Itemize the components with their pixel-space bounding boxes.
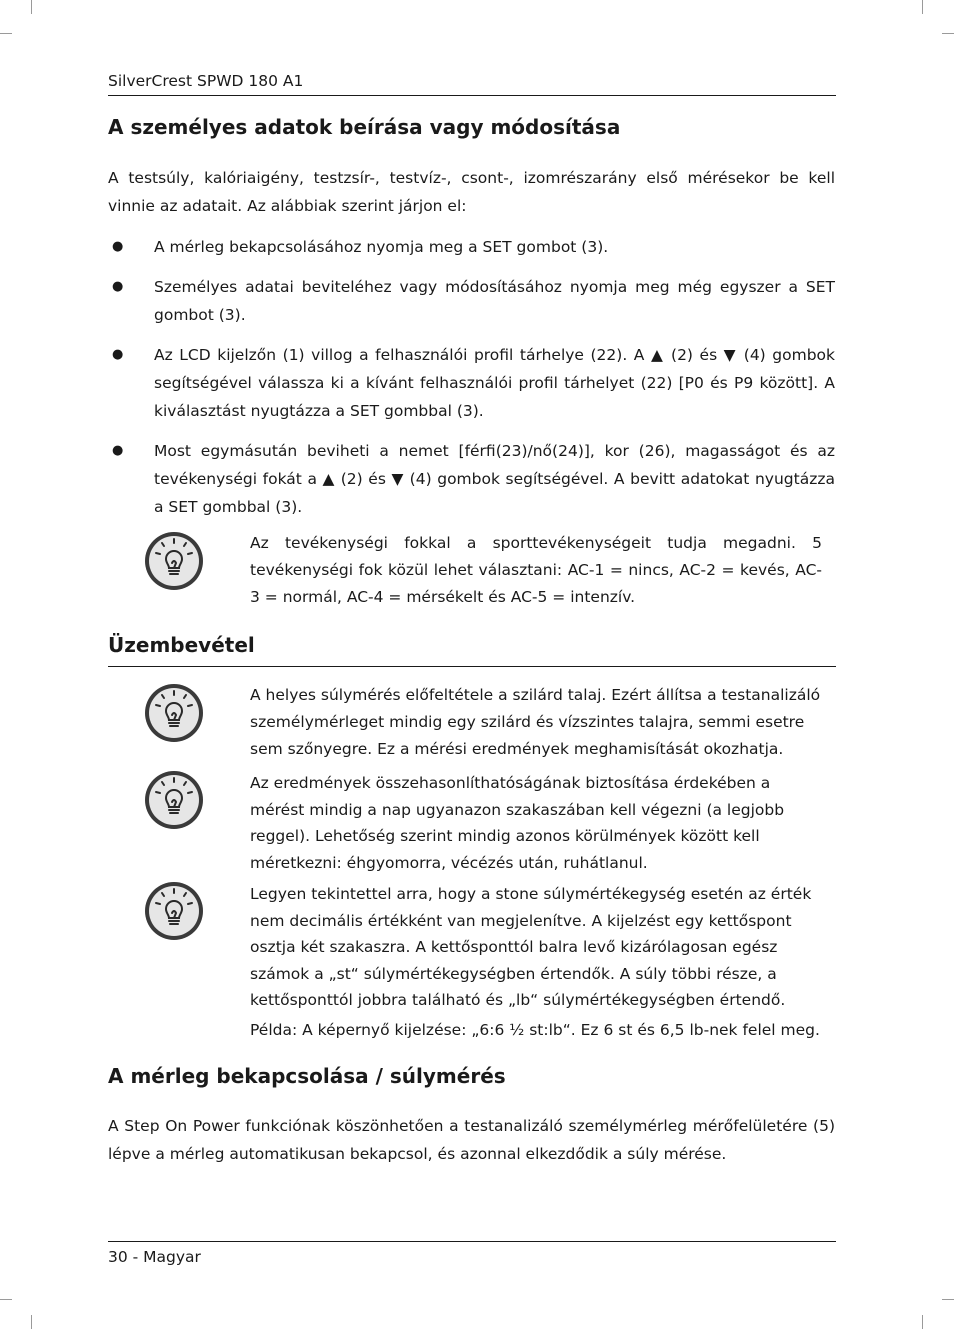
footer-rule <box>108 1241 836 1242</box>
crop-mark <box>922 0 923 14</box>
crop-mark <box>942 33 954 34</box>
bullet-icon: ● <box>112 443 124 458</box>
lightbulb-icon <box>142 529 206 593</box>
bullet-icon: ● <box>112 347 124 362</box>
tip-firm-floor: A helyes súlymérés előfeltétele a szilárd talaj. Ezért állítsa a testanalizáló személymérleget mindig egy szilárd és vízszintes talajra, semmi esetre sem szőnyegre. Ez a mérési eredmények meghamisítását okozhatja. <box>250 686 821 758</box>
crop-mark <box>31 1315 32 1329</box>
list-item: ● Személyes adatai beviteléhez vagy módosításához nyomja meg még egyszer a SET gombot (3). <box>108 273 835 329</box>
section-heading-setup: Üzembevétel <box>108 633 255 657</box>
tip-stone-unit: Legyen tekintettel arra, hogy a stone súlymértékegység esetén az érték nem decimális értékként van megjelenítve. A kijelzést egy kettőspont osztja két szakaszra. A kettősponttól balra levő kizárólagosan egész számok a „st“ súlymértékegységben értendők. A súly többi része, a kettősponttól jobbra található és „lb“ súlymértékegységben értendő. <box>250 885 812 1009</box>
crop-mark <box>31 0 32 14</box>
tip-activity-level: Az tevékenységi fokkal a sporttevékenységeit tudja megadni. 5 tevékenységi fok közül lehet választani: AC-1 = nincs, AC-2 = kevés, AC-3 = normál, AC-4 = mérsékelt és AC-5 = intenzív. <box>250 534 822 606</box>
header-rule <box>108 95 836 96</box>
crop-mark <box>0 33 12 34</box>
section-rule <box>108 666 836 667</box>
list-item: ● Most egymásután beviheti a nemet [férfi(23)/nő(24)], kor (26), magasságot és az tevékenységi fokát a ▲ (2) és ▼ (4) gombok segítségével. A bevitt adatokat nyugtázza a SET gombbal (3). <box>108 437 835 521</box>
list-item: ● A mérleg bekapcsolásához nyomja meg a SET gombot (3). <box>108 233 835 261</box>
intro-paragraph: A testsúly, kalóriaigény, testzsír-, testvíz-, csont-, izomrészarány első mérésekor be kell vinnie az adatait. Az alábbiak szerint járjon el: <box>108 169 835 215</box>
lightbulb-icon <box>142 768 206 832</box>
crop-mark <box>942 1299 954 1300</box>
lightbulb-icon <box>142 879 206 943</box>
page-number: 30 - Magyar <box>108 1248 201 1266</box>
bullet-icon: ● <box>112 279 124 294</box>
list-item: ● Az LCD kijelzőn (1) villog a felhasználói profil tárhelye (22). A ▲ (2) és ▼ (4) gombok segítségével válassza ki a kívánt felhasználói profil tárhelyet (22) [P0 és P9 között]. A kiválasztást nyugtázza a SET gombbal (3). <box>108 341 835 425</box>
tip-example: Példa: A képernyő kijelzése: „6:6 ½ st:lb“. Ez 6 st és 6,5 lb-nek felel meg. <box>250 1021 820 1039</box>
section-heading-personal-data: A személyes adatok beírása vagy módosítása <box>108 115 621 139</box>
crop-mark <box>922 1315 923 1329</box>
lightbulb-icon <box>142 681 206 745</box>
section-heading-weighing: A mérleg bekapcsolása / súlymérés <box>108 1064 506 1088</box>
crop-mark <box>0 1299 12 1300</box>
tip-same-time: Az eredmények összehasonlíthatóságának biztosítása érdekében a mérést mindig a nap ugyanazon szakaszában kell végezni (a legjobb reggel). Lehetőség szerint mindig azonos körülmények között kell méretkezni: éhgyomorra, vécézés után, ruhátlanul. <box>250 774 785 872</box>
bullet-icon: ● <box>112 239 124 254</box>
running-header: SilverCrest SPWD 180 A1 <box>108 72 304 90</box>
weighing-paragraph: A Step On Power funkciónak köszönhetően a testanalizáló személymérleg mérőfelületére (5) lépve a mérleg automatikusan bekapcsol, és azonnal elkezdődik a súly mérése. <box>108 1117 835 1163</box>
